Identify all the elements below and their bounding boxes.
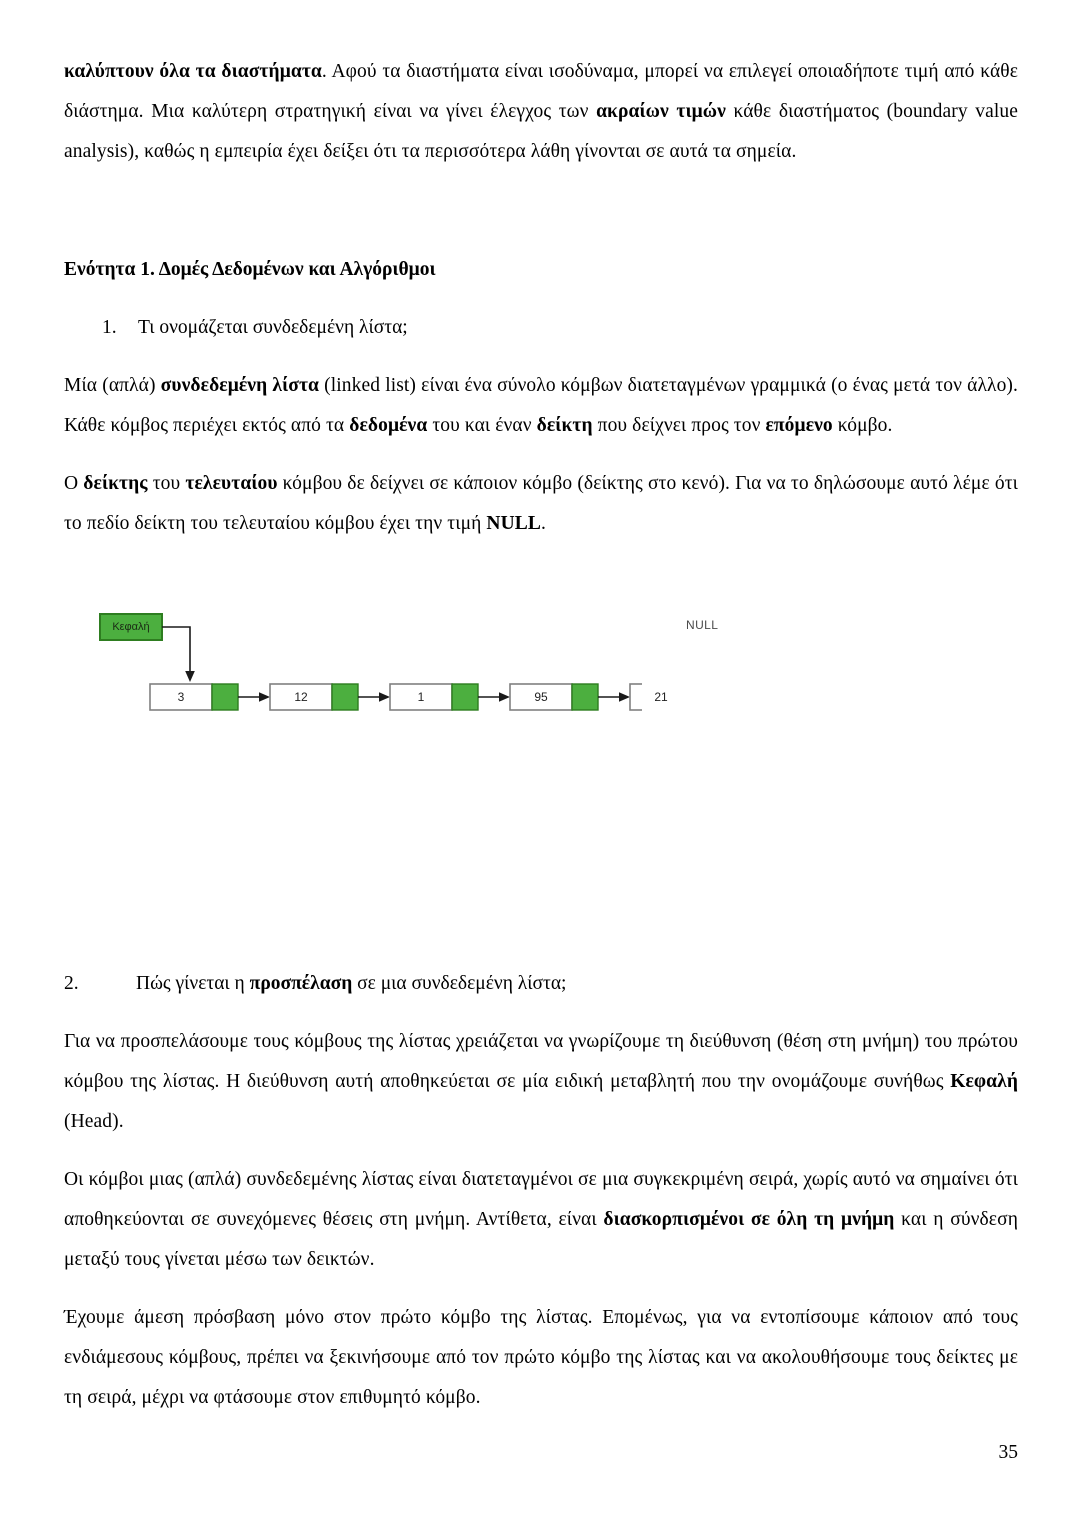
spacer — [64, 544, 1018, 596]
paragraph-3-text-c: του — [147, 473, 186, 494]
node-5-value: 21 — [654, 690, 668, 704]
paragraph-2-bold-b: συνδεδεμένη λίστα — [160, 375, 320, 396]
question-1-text: Τι ονομάζεται συνδεδεμένη λίστα; — [138, 317, 408, 338]
question-2-number: 2. — [64, 973, 79, 994]
paragraph-2-text-e: του και έναν — [427, 415, 537, 436]
spacer — [64, 1280, 1018, 1298]
page-number: 35 — [998, 1442, 1018, 1463]
question-1 — [64, 308, 1018, 348]
node-3-value: 1 — [417, 690, 425, 704]
paragraph-4-text-c: (Head). — [64, 1111, 124, 1132]
spacer — [64, 446, 1018, 464]
arrow-3-head — [499, 692, 510, 702]
head-connector-arrowhead — [185, 671, 195, 682]
head-connector-line — [162, 627, 190, 672]
question-2 — [64, 964, 1018, 1004]
paragraph-3-text-g: . — [541, 513, 546, 534]
paragraph-2-bold-d: δεδομένα — [349, 415, 428, 436]
node-1-pointer-cell — [212, 684, 238, 710]
paragraph-3-bold-d: τελευταίου — [185, 473, 278, 494]
spacer — [64, 348, 1018, 366]
paragraph-5-bold-b: διασκορπισμένοι σε όλη τη μνήμη — [603, 1209, 895, 1230]
paragraph-head-access — [64, 1022, 1018, 1142]
paragraph-2-text-a: Μία (απλά) — [64, 375, 161, 396]
node-2-pointer-cell — [332, 684, 358, 710]
arrow-4-head — [619, 692, 630, 702]
question-2-text-c: σε μια συνδεδεμένη λίστα; — [352, 973, 567, 994]
paragraph-3-text-e: κόμβου δε δείχνει σε κάποιον κόμβο (δείκτης στο κενό). Για να το δηλώσουμε αυτό λέμε ότι το πεδίο δείκτη του τελευταίου κόμβου έχει την τιμή — [64, 473, 1018, 534]
paragraph-4-text-a: Για να προσπελάσουμε τους κόμβους της λίστας χρειάζεται να γνωρίζουμε τη διεύθυνση (θέση στη μνήμη) του πρώτου κόμβου της λίστας. Η διεύθυνση αυτή αποθηκεύεται σε μία ειδική μεταβλητή που την ονομάζουμε συνήθως — [64, 1031, 1018, 1092]
paragraph-boundary-value — [64, 52, 1018, 172]
paragraph-3-bold-b: δείκτης — [83, 473, 148, 494]
paragraph-1-text-c: κάθε διαστήματος (boundary value analysis), καθώς η εμπειρία έχει δείξει ότι τα περισσότερα λάθη γίνονται σε αυτά τα σημεία. — [64, 101, 1018, 162]
paragraph-1-text-a: . Αφού τα διαστήματα είναι ισοδύναμα, μπορεί να επιλεγεί οποιαδήποτε τιμή από κάθε διάστημα. Μια καλύτερη στρατηγική είναι να γίνει έλεγχος των — [64, 61, 1018, 122]
question-1-number: 1. — [102, 317, 117, 338]
paragraph-linked-list-definition — [64, 366, 1018, 446]
paragraph-2-bold-h: επόμενο — [765, 415, 833, 436]
spacer — [64, 172, 1018, 250]
node-1-value: 3 — [177, 690, 185, 704]
paragraph-5-text-c: και η σύνδεση μεταξύ τους γίνεται μέσω των δεικτών. — [64, 1209, 1018, 1270]
question-2-text-a: Πώς γίνεται η — [136, 973, 250, 994]
paragraph-3-bold-null: NULL — [486, 513, 541, 534]
paragraph-1-bold-lead: καλύπτουν όλα τα διαστήματα — [64, 61, 322, 82]
head-box-label: Κεφαλή — [112, 621, 150, 633]
section-heading: Ενότητα 1. Δομές Δεδομένων και Αλγόριθμοι — [64, 259, 436, 280]
paragraph-memory-scatter — [64, 1160, 1018, 1280]
arrow-1-head — [259, 692, 270, 702]
paragraph-2-text-g: που δείχνει προς τον — [592, 415, 766, 436]
node-4-value: 95 — [534, 690, 548, 704]
node-3-pointer-cell — [452, 684, 478, 710]
paragraph-4-bold-head: Κεφαλή — [950, 1071, 1018, 1092]
node-4-pointer-cell — [572, 684, 598, 710]
linked-list-diagram — [82, 596, 719, 786]
arrow-2-head — [379, 692, 390, 702]
node-2-value: 12 — [294, 690, 308, 704]
null-label: NULL — [686, 618, 719, 632]
paragraph-null-pointer — [64, 464, 1018, 544]
paragraph-traversal: Έχουμε άμεση πρόσβαση μόνο στον πρώτο κόμβο της λίστας. Επομένως, για να εντοπίσουμε κάποιον από τους ενδιάμεσους κόμβους, πρέπει να ξεκινήσουμε από τον πρώτο κόμβο της λίστας και να ακολουθήσουμε τους δείκτες με τη σειρά, μέχρι να φτάσουμε στον επιθυμητό κόμβο. — [64, 1307, 1018, 1408]
spacer — [64, 786, 1018, 964]
paragraph-1-bold-b: ακραίων τιμών — [596, 101, 726, 122]
paragraph-5-text-a: Οι κόμβοι μιας (απλά) συνδεδεμένης λίστας είναι διατεταγμένοι σε μια συγκεκριμένη σειρά, χωρίς αυτό να σημαίνει ότι αποθηκεύονται σε συνεχόμενες θέσεις στη μνήμη. Αντίθετα, είναι — [64, 1169, 1018, 1230]
paragraph-2-text-i: κόμβο. — [832, 415, 893, 436]
paragraph-2-text-c: (linked list) είναι ένα σύνολο κόμβων διατεταγμένων γραμμικά (ο ένας μετά τον άλλο). Κάθε κόμβος περιέχει εκτός από τα — [64, 375, 1018, 436]
spacer — [64, 1004, 1018, 1022]
question-2-bold-b: προσπέλαση — [249, 973, 353, 994]
spacer — [64, 290, 1018, 308]
paragraph-2-bold-f: δείκτη — [536, 415, 593, 436]
spacer — [64, 1142, 1018, 1160]
paragraph-3-text-a: Ο — [64, 473, 84, 494]
